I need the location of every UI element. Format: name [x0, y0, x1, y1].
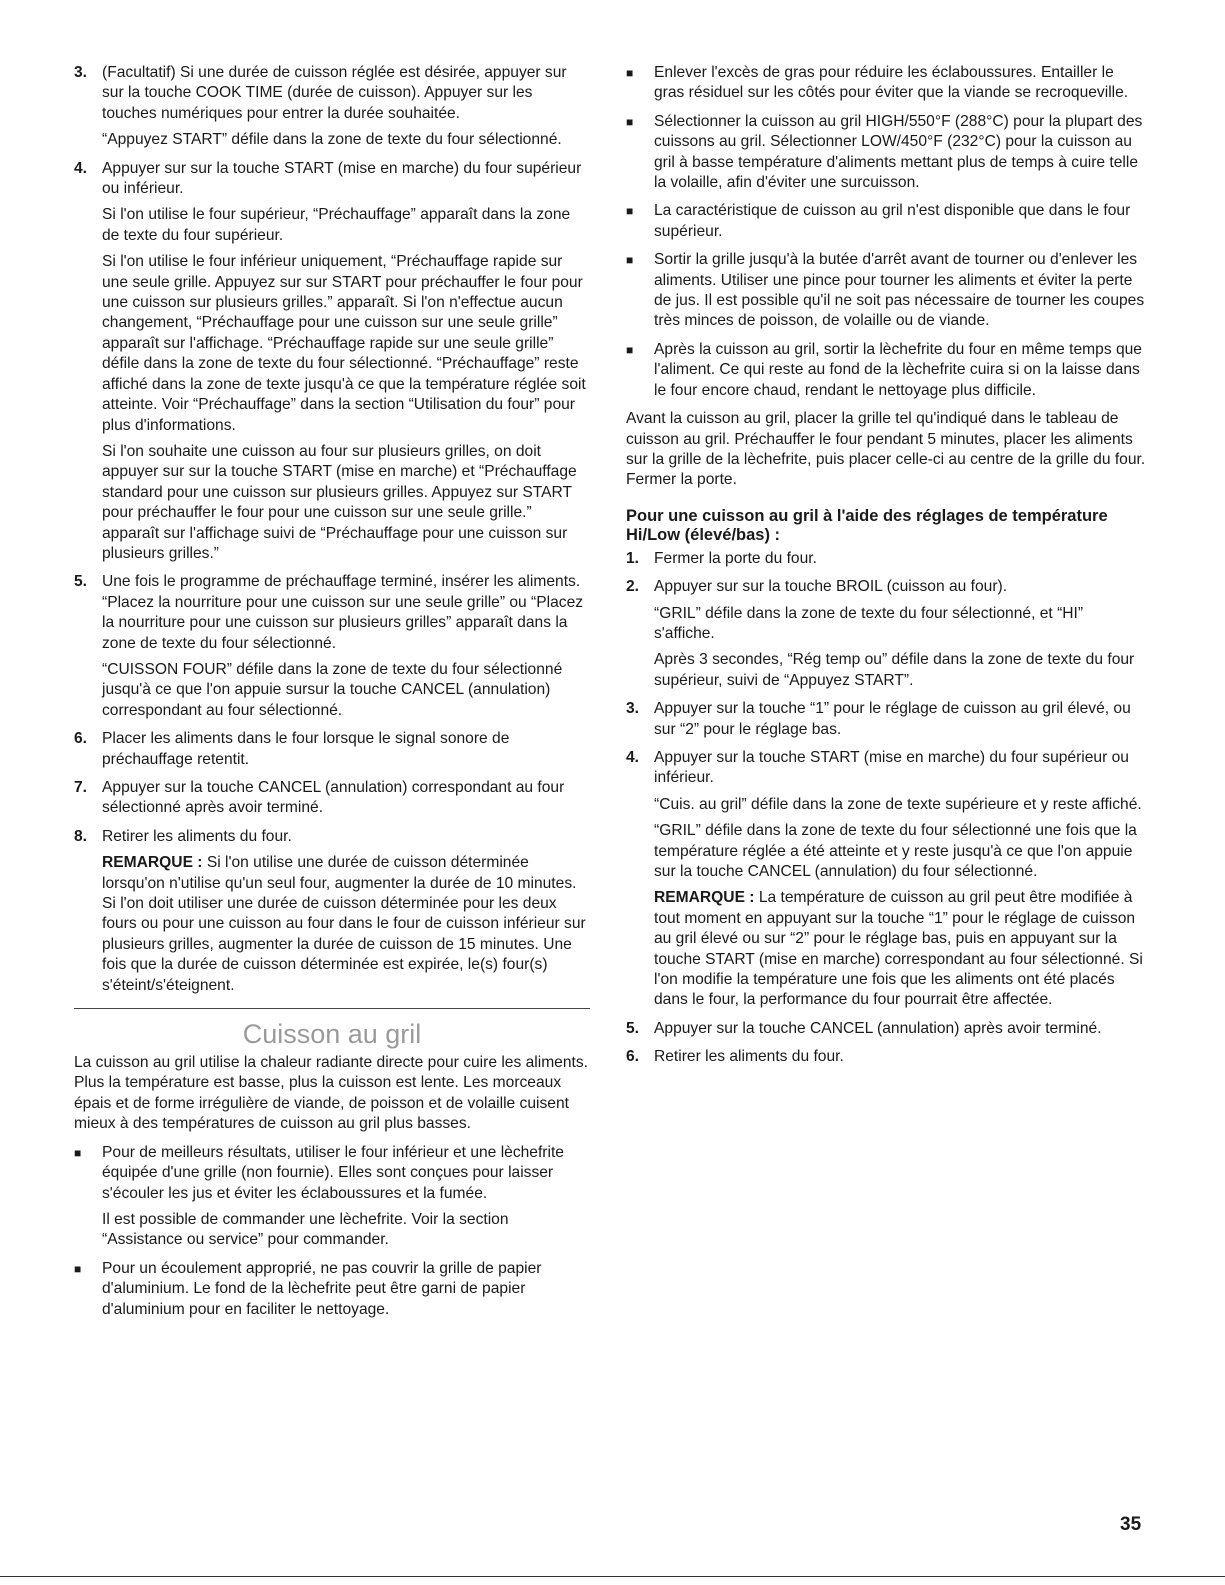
step-number: 4. — [74, 159, 88, 177]
step-text: Appuyer sur la touche CANCEL (annulation) correspondant au four sélectionné après avoir terminé. — [102, 779, 565, 817]
remark — [654, 888, 1148, 1010]
step-item — [74, 63, 590, 151]
step-number: 3. — [74, 64, 88, 81]
step-text: Appuyer sur la touche “1” pour le réglage de cuisson au gril élevé, ou sur “2” pour le réglage bas. — [654, 700, 1131, 738]
square-bullet-icon: ■ — [74, 1145, 82, 1160]
intro-paragraph: La cuisson au gril utilise la chaleur radiante directe pour cuire les aliments. Plus la température est basse, plus la cuisson est lente. Les morceaux épais et de forme irrégulière de viande, de poisson et de volaille cuisent mieux à des températures de cuisson au gril plus basses. — [74, 1054, 588, 1133]
bullet-item — [626, 112, 1148, 194]
step-number: 1. — [626, 549, 640, 567]
step-text: (Facultatif) Si une durée de cuisson réglée est désirée, appuyer sur sur la touche COOK TIME (durée de cuisson). Appuyer sur les touches numériques pour entrer la durée souhaitée. — [102, 64, 567, 122]
step-text: “GRIL” défile dans la zone de texte du four sélectionné une fois que la température réglée a été atteinte et y reste jusqu'à ce que l'on appuie sur la touche CANCEL (annulation) du four sélectionné. — [654, 822, 1137, 880]
bullet-text: Enlever l'excès de gras pour réduire les éclaboussures. Entailler le gras résiduel sur les côtés pour éviter que la viande se recroqueville. — [654, 64, 1129, 102]
step-item — [74, 572, 590, 721]
square-bullet-icon: ■ — [626, 66, 634, 80]
step-number: 2. — [626, 578, 640, 596]
bullet-text: Sélectionner la cuisson au gril HIGH/550°F (288°C) pour la plupart des cuissons au gril. Sélectionner LOW/450°F (232°C) pour la cuisson au gril à basse température d'aliments mettant plus de temps à cuire telle la volaille, afin d'éviter une surcuisson. — [654, 112, 1143, 192]
step-number: 6. — [626, 1048, 640, 1066]
step-text: “Cuis. au gril” défile dans la zone de texte supérieure et y reste affiché. — [654, 795, 1142, 813]
bullet-item — [626, 63, 1148, 104]
step-text: Fermer la porte du four. — [654, 549, 817, 567]
step-text: Appuyer sur sur la touche BROIL (cuisson au four). — [654, 578, 1008, 596]
right-steps-end — [626, 1019, 1148, 1068]
bullet-text: Il est possible de commander une lèchefrite. Voir la section “Assistance ou service” pour commander. — [102, 1210, 509, 1249]
step-text: Retirer les aliments du four. — [102, 827, 292, 845]
step-text: Appuyer sur sur la touche START (mise en marche) du four supérieur ou inférieur. — [102, 159, 582, 198]
step-number: 6. — [74, 730, 88, 748]
step-item — [74, 159, 590, 565]
step-item — [626, 549, 1148, 569]
square-bullet-icon: ■ — [626, 204, 634, 219]
remark — [102, 853, 590, 996]
step-text: Retirer les aliments du four. — [654, 1048, 844, 1066]
page-number: 35 — [1120, 1514, 1142, 1535]
bullet-text: Pour de meilleurs résultats, utiliser le four inférieur et une lèchefrite équipée d'une grille (non fournie). Elles sont conçues pour laisser s'écouler les jus et éviter les éclaboussures et la fumée. — [102, 1143, 564, 1202]
bullet-item — [626, 250, 1148, 332]
step-text: Une fois le programme de préchauffage terminé, insérer les aliments. “Placez la nourriture pour une cuisson sur une seule grille” ou “Placez la nourriture pour une cuisson sur plusieurs grilles” apparaît dans la zone de texte du four sélectionné. — [102, 573, 584, 652]
left-steps — [74, 63, 590, 819]
step-text: “GRIL” défile dans la zone de texte du four sélectionné, et “HI” s'affiche. — [654, 604, 1084, 642]
step-item — [626, 577, 1148, 691]
step-text: Appuyer sur la touche CANCEL (annulation) après avoir terminé. — [654, 1019, 1102, 1037]
square-bullet-icon: ■ — [74, 1261, 82, 1276]
step-number: 4. — [626, 748, 640, 766]
step-item — [626, 699, 1148, 740]
remark-label: REMARQUE : — [654, 889, 755, 907]
step-number: 5. — [74, 573, 88, 591]
left-column — [74, 63, 590, 1328]
step-text: Après 3 secondes, “Rég temp ou” défile dans la zone de texte du four supérieur, suivi de “Appuyez START”. — [654, 651, 1135, 689]
right-steps — [626, 549, 1148, 740]
bullet-text: Après la cuisson au gril, sortir la lèchefrite du four en même temps que l'aliment. Ce qui reste au fond de la lèchefrite cuira si on la laisse dans le four encore chaud, rendant le nettoyage plus difficile. — [654, 340, 1142, 399]
step-text: Appuyer sur la touche START (mise en marche) du four supérieur ou inférieur. — [654, 748, 1129, 787]
square-bullet-icon: ■ — [626, 342, 634, 357]
step-item — [626, 1019, 1148, 1039]
step-item — [626, 1047, 1148, 1067]
section-title: Cuisson au gril — [242, 1019, 422, 1050]
bullet-item — [74, 1143, 590, 1251]
step-text: “CUISSON FOUR” défile dans la zone de texte du four sélectionné jusqu'à ce que l'on appuie sursur la touche CANCEL (annulation) correspondant au four sélectionné. — [102, 660, 563, 719]
broil-paragraph: Avant la cuisson au gril, placer la grille tel qu'indiqué dans le tableau de cuisson au gril. Préchauffer le four pendant 5 minutes, placer les aliments sur la grille de la lèchefrite, puis placer celle-ci au centre de la grille du four. Fermer la porte. — [626, 410, 1146, 489]
left-bullets — [74, 1143, 590, 1320]
right-column — [626, 63, 1148, 1076]
step-text: Placer les aliments dans le four lorsque le signal sonore de préchauffage retentit. — [102, 730, 510, 768]
step-number: 3. — [626, 700, 640, 718]
step-item — [74, 729, 590, 770]
right-bullets — [626, 63, 1148, 401]
subheading: Pour une cuisson au gril à l'aide des réglages de température Hi/Low (élevé/bas) : — [626, 506, 1108, 544]
step-number: 7. — [74, 779, 88, 796]
step-text: “Appuyez START” défile dans la zone de texte du four sélectionné. — [102, 131, 562, 149]
remark-label: REMARQUE : — [102, 854, 203, 872]
square-bullet-icon: ■ — [626, 253, 634, 268]
square-bullet-icon: ■ — [626, 114, 634, 129]
remark-text: Si l'on utilise une durée de cuisson déterminée lorsqu'on n'utilise qu'un seul four, augmenter la durée de 10 minutes. Si l'on doit utiliser une durée de cuisson déterminée pour les deux fours ou pour une cuisson au four dans le four de cuisson inférieur sur plusieurs grilles, augmenter la durée de cuisson de 15 minutes. Une fois que la durée de cuisson déterminée est expirée, le(s) four(s) s'éteint/s'éteignent. — [102, 854, 586, 994]
bullet-text: Pour un écoulement approprié, ne pas couvrir la grille de papier d'aluminium. Le fond de la lèchefrite peut être garni de papier d'aluminium pour en faciliter le nettoyage. — [102, 1259, 542, 1318]
step-4 — [626, 748, 1148, 1011]
bullet-item — [626, 340, 1148, 401]
step-8 — [74, 827, 590, 996]
step-number: 5. — [626, 1019, 640, 1037]
bullet-item — [626, 201, 1148, 242]
section-divider — [74, 1008, 590, 1009]
bullet-text: Sortir la grille jusqu'à la butée d'arrêt avant de tourner ou d'enlever les aliments. Utiliser une pince pour tourner les aliments et éviter la perte de jus. Il est possible qu'il ne soit pas nécessaire de tourner les coupes très minces de poisson, de volaille ou de viande. — [654, 251, 1145, 330]
step-number: 8. — [74, 827, 88, 845]
step-text: Si l'on utilise le four inférieur uniquement, “Préchauffage rapide sur une seule grille. Appuyez sur sur START pour préchauffer le four pour une cuisson sur plusieurs grilles.” apparaît. Si l'on n'effectue aucun changement, “Préchauffage pour une cuisson sur une seule grille” apparaît sur l'affichage. “Préchauffage rapide sur une seule grille” défile dans la zone de texte du four sélectionné. “Préchauffage” reste affiché dans la zone de texte jusqu'à ce que la température réglée soit atteinte. Voir “Préchauffage” dans la section “Utilisation du four” pour plus d'informations. — [102, 253, 586, 434]
bottom-rule — [0, 1576, 1225, 1577]
step-text: Si l'on souhaite une cuisson au four sur plusieurs grilles, on doit appuyer sur sur la touche START (mise en marche) et “Préchauffage standard pour une cuisson sur plusieurs grilles. Appuyez sur START pour préchauffer le four pour une cuisson sur une seule grille.” apparaît sur l'affichage suivi de “Préchauffage pour une cuisson sur plusieurs grilles.” — [102, 442, 577, 562]
remark-text: La température de cuisson au gril peut être modifiée à tout moment en appuyant sur la touche “1” pour le réglage de cuisson au gril élevé ou sur “2” pour le réglage bas, puis en appuyant sur la touche START (mise en marche) correspondant au four sélectionné. Si l'on modifie la température une fois que les aliments ont été placés dans le four, la performance du four pourrait être affectée. — [654, 889, 1143, 1009]
bullet-item — [74, 1259, 590, 1320]
bullet-text: La caractéristique de cuisson au gril n'est disponible que dans le four supérieur. — [654, 202, 1131, 240]
step-item — [74, 778, 590, 819]
step-text: Si l'on utilise le four supérieur, “Préchauffage” apparaît dans la zone de texte du four supérieur. — [102, 206, 571, 244]
